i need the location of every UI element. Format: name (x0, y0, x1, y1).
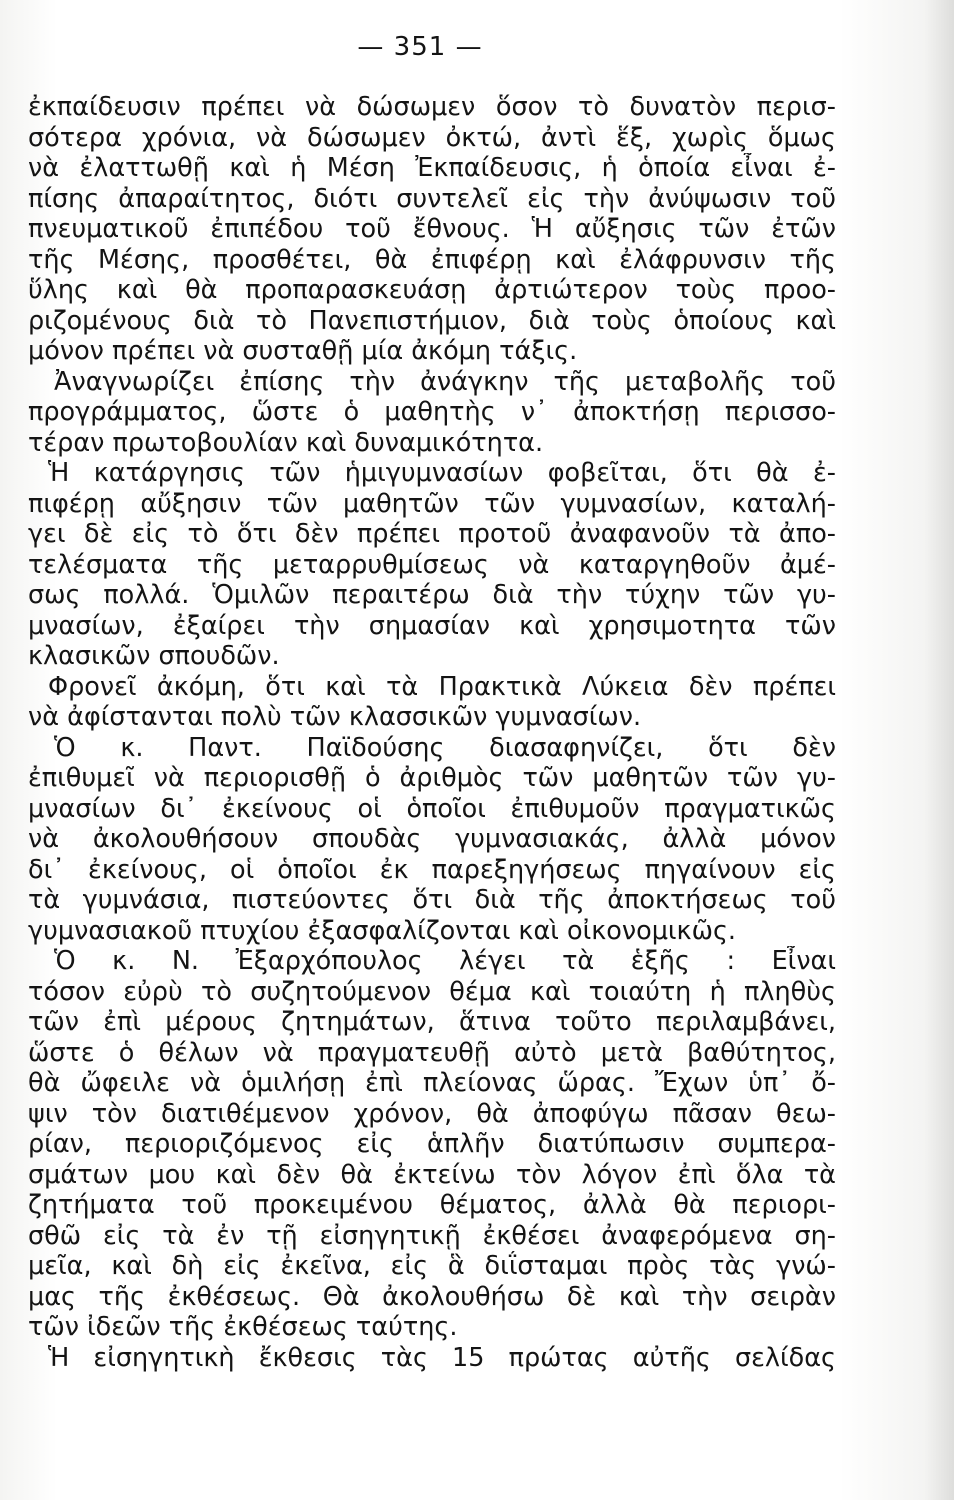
text-line: σως πολλά. Ὁμιλῶν περαιτέρω διὰ τὴν τύχην τῶν γυ- (28, 580, 836, 610)
text-line: ρίαν, περιοριζόμενος εἰς ἁπλῆν διατύπωσιν συμπερα- (28, 1129, 836, 1159)
text-line: τελέσματα τῆς μεταρρυθμίσεως νὰ καταργηθοῦν ἀμέ- (28, 549, 836, 580)
text-line: μνασίων δι᾽ ἐκείνους οἱ ὁποῖοι ἐπιθυμοῦν πραγματικῶς (28, 793, 836, 824)
text-line: τῆς Μέσης, προσθέτει, θὰ ἐπιφέρῃ καὶ ἐλάφρυνσιν τῆς (28, 244, 836, 275)
text-line: Ἀναγνωρίζει ἐπίσης τὴν ἀνάγκην τῆς μεταβολῆς τοῦ (54, 366, 836, 397)
text-line: μας τῆς ἐκθέσεως. Θὰ ἀκολουθήσω δὲ καὶ τὴν σειρὰν (28, 1281, 836, 1312)
text-line: θὰ ὤφειλε νὰ ὁμιλήσῃ ἐπὶ πλείονας ὥρας. Ἔχων ὑπ᾽ ὄ- (28, 1068, 836, 1098)
text-line: ὥστε ὁ θέλων νὰ πραγματευθῇ αὐτὸ μετὰ βαθύτητος, (28, 1037, 836, 1068)
text-line: σότερα χρόνια, νὰ δώσωμεν ὀκτώ, ἀντὶ ἕξ, χωρὶς ὅμως (28, 122, 836, 153)
text-line: Φρονεῖ ἀκόμη, ὅτι καὶ τὰ Πρακτικὰ Λύκεια δὲν πρέπει (48, 671, 836, 702)
text-line: νὰ ἀκολουθήσουν σπουδὰς γυμνασιακάς, ἀλλὰ μόνον (28, 824, 836, 854)
text-line: τόσον εὐρὺ τὸ συζητούμενον θέμα καὶ τοιαύτη ἡ πληθὺς (28, 976, 836, 1007)
text-line: σμάτων μου καὶ δὲν θὰ ἐκτείνω τὸν λόγον ἐπὶ ὅλα τὰ (28, 1159, 836, 1190)
text-line: ψιν τὸν διατιθέμενον χρόνον, θὰ ἀποφύγω πᾶσαν θεω- (28, 1098, 836, 1129)
text-line: τέραν πρωτοβουλίαν καὶ δυναμικότητα. (28, 427, 544, 458)
page-number: — 351 — (357, 32, 483, 62)
text-line: τῶν ἐπὶ μέρους ζητημάτων, ἅτινα τοῦτο περιλαμβάνει, (28, 1007, 836, 1037)
text-line: νὰ ἐλαττωθῇ καὶ ἡ Μέση Ἐκπαίδευσις, ἡ ὁποία εἶναι ἐ- (28, 153, 836, 183)
text-line: ἐπιθυμεῖ νὰ περιορισθῇ ὁ ἀριθμὸς τῶν μαθητῶν τῶν γυ- (28, 763, 836, 793)
text-line: νὰ ἀφίστανται πολὺ τῶν κλασσικῶν γυμνασίων. (28, 702, 642, 732)
text-line: ζητήματα τοῦ προκειμένου θέματος, ἀλλὰ θὰ περιορι- (28, 1190, 836, 1220)
body-text (28, 92, 836, 1373)
text-line: ριζομένους διὰ τὸ Πανεπιστήμιον, διὰ τοὺς ὁποίους καὶ (28, 305, 836, 336)
page-edge-shadow (924, 0, 954, 1500)
text-line: τὰ γυμνάσια, πιστεύοντες ὅτι διὰ τῆς ἀποκτήσεως τοῦ (28, 885, 836, 915)
text-line: γει δὲ εἰς τὸ ὅτι δὲν πρέπει προτοῦ ἀναφανοῦν τὰ ἀπο- (28, 519, 836, 549)
text-line: κλασικῶν σπουδῶν. (28, 641, 280, 671)
text-line: πίσης ἀπαραίτητος, διότι συντελεῖ εἰς τὴν ἀνύψωσιν τοῦ (28, 183, 836, 214)
text-line: προγράμματος, ὥστε ὁ μαθητὴς ν᾽ ἀποκτήσῃ περισσο- (28, 397, 836, 427)
text-line: μεῖα, καὶ δὴ εἰς ἐκεῖνα, εἰς ἃ διΐσταμαι πρὸς τὰς γνώ- (28, 1251, 836, 1281)
text-line: δι᾽ ἐκείνους, οἱ ὁποῖοι ἐκ παρεξηγήσεως πηγαίνουν εἰς (28, 854, 836, 885)
text-line: Ἡ κατάργησις τῶν ἡμιγυμνασίων φοβεῖται, ὅτι θὰ ἐ- (48, 458, 836, 488)
text-line: Ὁ κ. Παντ. Παϊδούσης διασαφηνίζει, ὅτι δὲν (54, 732, 836, 763)
text-line: γυμνασιακοῦ πτυχίου ἐξασφαλίζονται καὶ οἰκονομικῶς. (28, 915, 737, 946)
text-line: πιφέρῃ αὔξησιν τῶν μαθητῶν τῶν γυμνασίων, καταλή- (28, 488, 836, 519)
text-line: Ὁ κ. Ν. Ἐξαρχόπουλος λέγει τὰ ἑξῆς : Εἶναι (54, 946, 836, 976)
text-line: ἐκπαίδευσιν πρέπει νὰ δώσωμεν ὅσον τὸ δυνατὸν περισ- (28, 92, 836, 122)
text-line: μόνον πρέπει νὰ συσταθῇ μία ἀκόμη τάξις. (28, 336, 578, 366)
text-line: πνευματικοῦ ἐπιπέδου τοῦ ἔθνους. Ἡ αὔξησις τῶν ἐτῶν (28, 214, 836, 244)
text-line: μνασίων, ἐξαίρει τὴν σημασίαν καὶ χρησιμοτητα τῶν (28, 610, 836, 641)
text-line: Ἡ εἰσηγητικὴ ἔκθεσις τὰς 15 πρώτας αὐτῆς σελίδας (48, 1342, 836, 1373)
text-line: τῶν ἰδεῶν τῆς ἐκθέσεως ταύτης. (28, 1312, 458, 1342)
text-line: σθῶ εἰς τὰ ἐν τῇ εἰσηγητικῇ ἐκθέσει ἀναφερόμενα ση- (28, 1220, 836, 1251)
text-line: ὕλης καὶ θὰ προπαρασκευάσῃ ἀρτιώτερον τοὺς προο- (28, 275, 836, 305)
